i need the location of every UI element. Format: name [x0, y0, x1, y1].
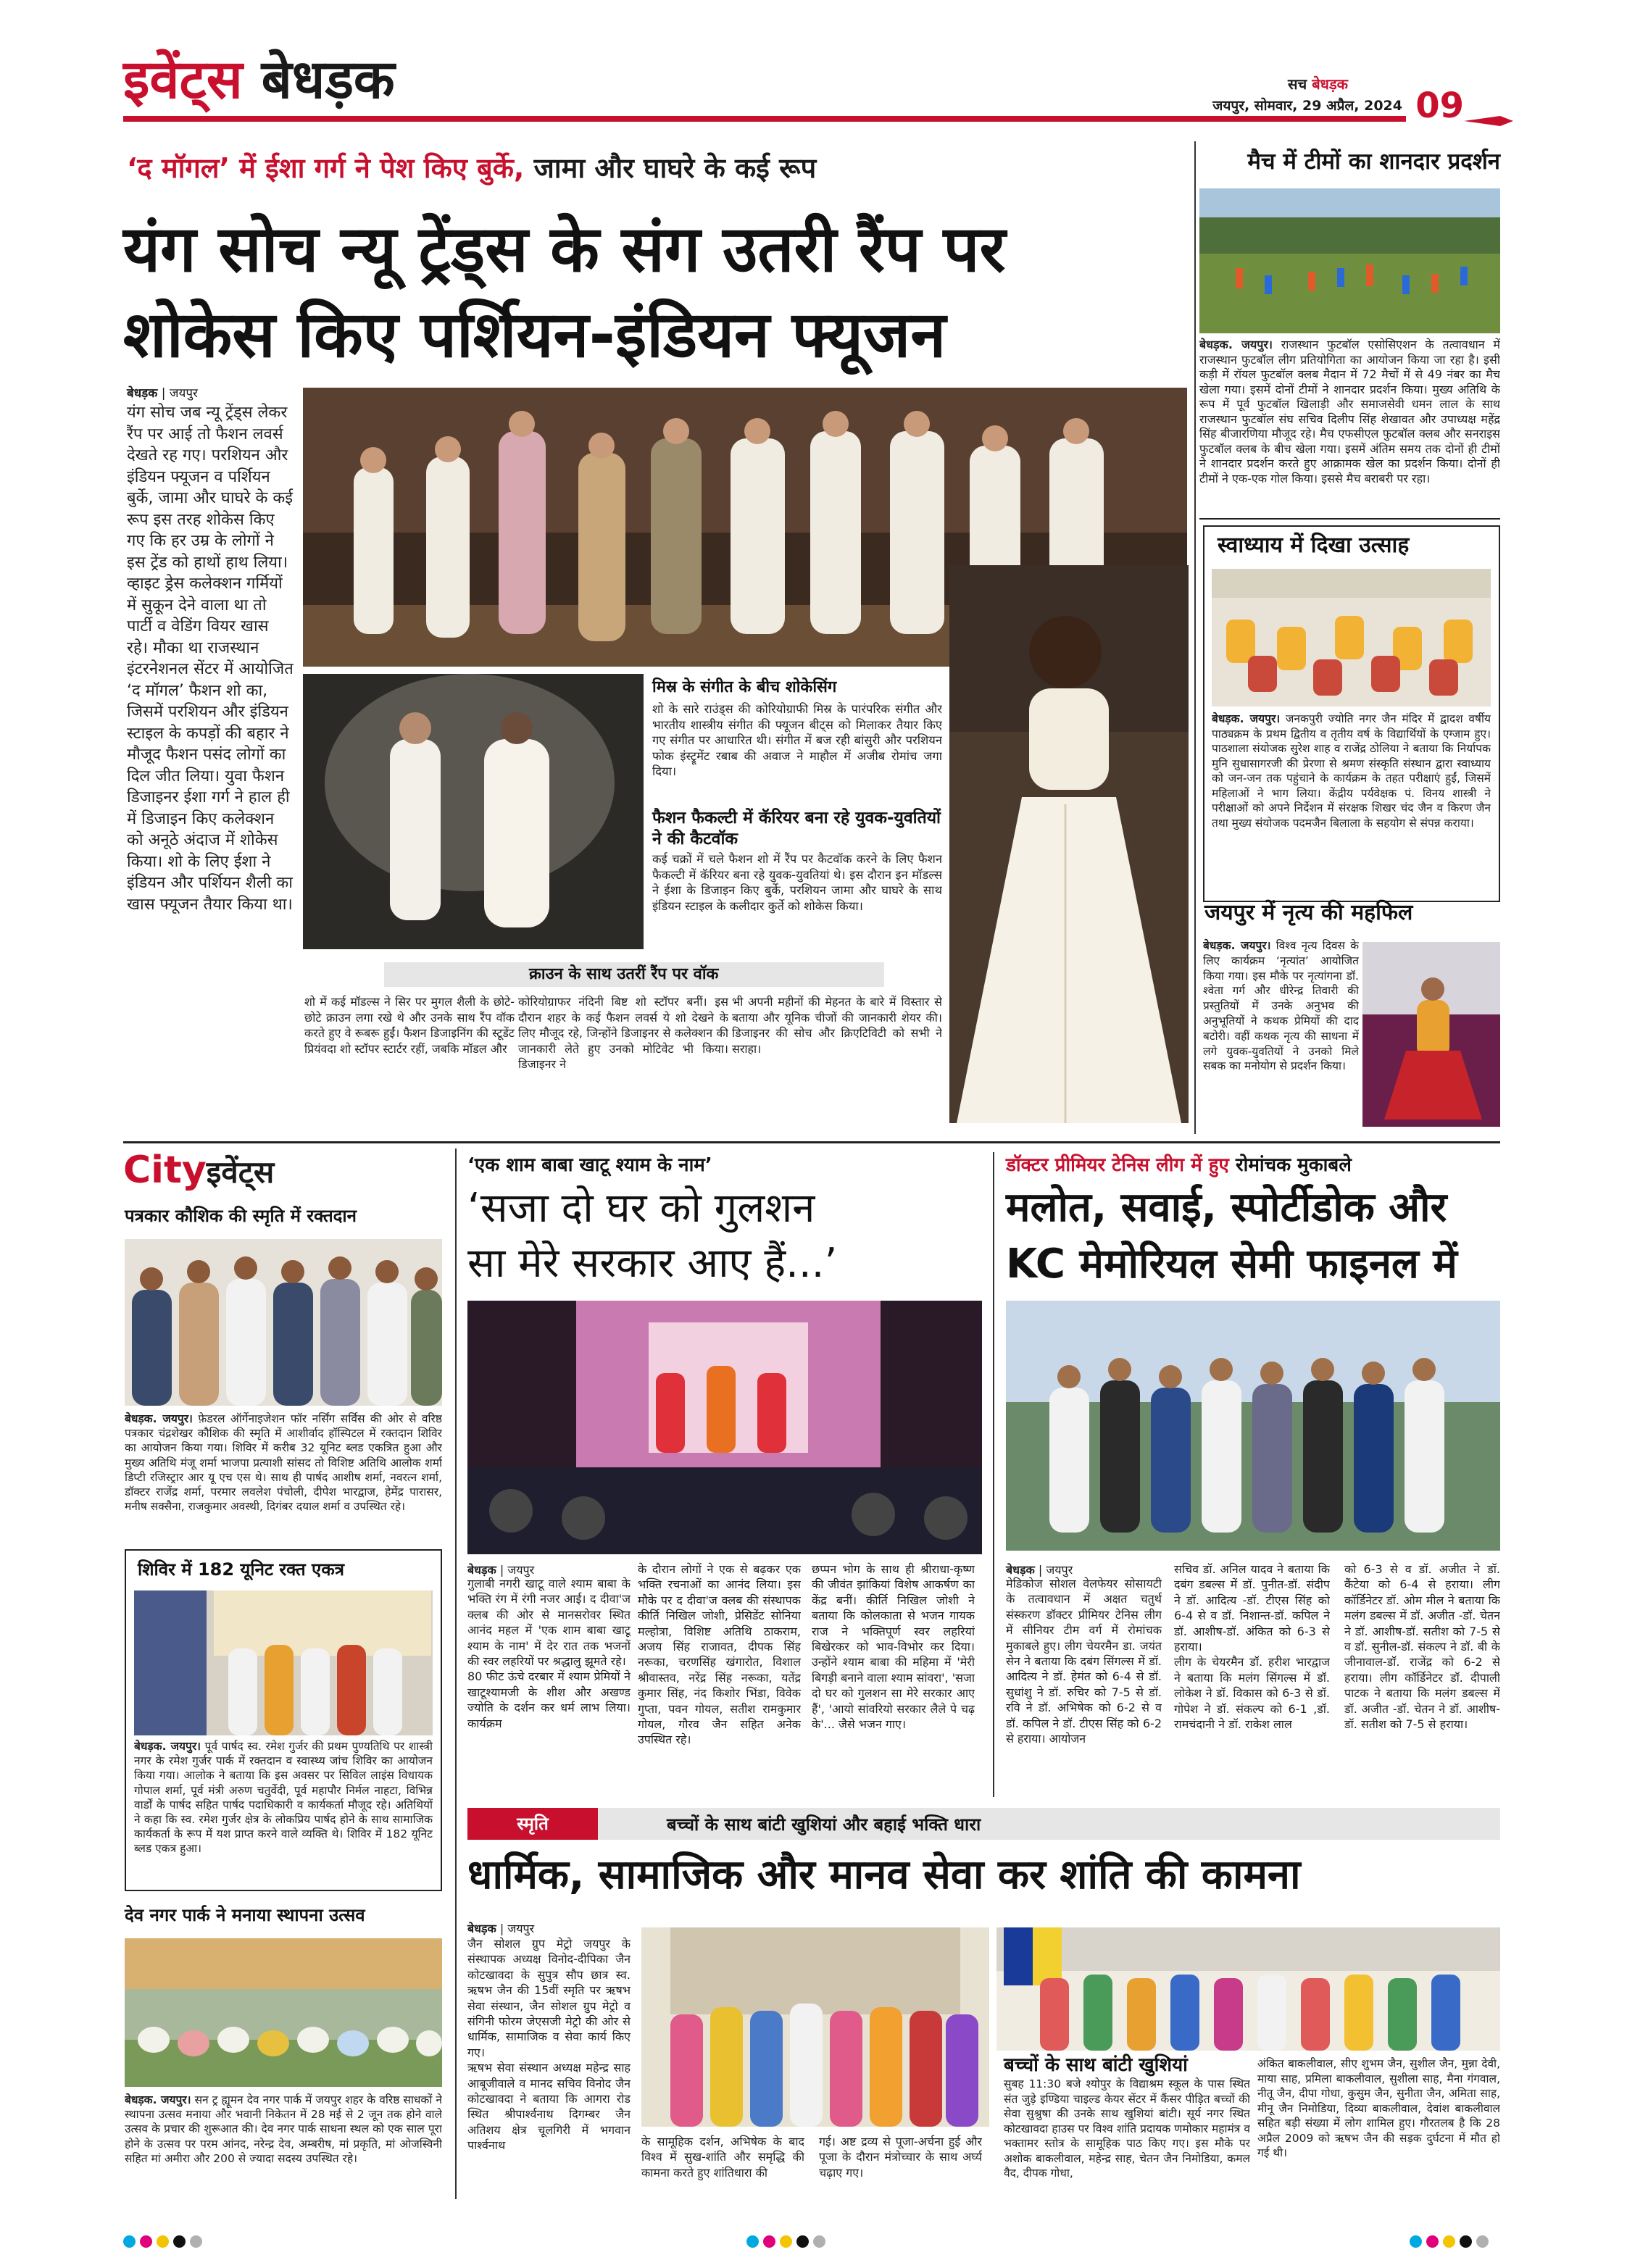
registration-dot: [157, 2235, 169, 2248]
match-body: बेधड़क. जयपुर। राजस्थान फुटबॉल एसोसिएशन के तत्वावधान में राजस्थान फुटबॉल लीग प्रतियोगिता का आयोजन किया जा रहा है। इसी कड़ी में रॉयल फुटबॉल क्लब मैदान में 72 मैचों में से 49 नंबर का मैच खेला गया। इसमें दोनों टीमों ने शानदार प्रदर्शन किया। मुख्य अतिथि के रूप में पूर्व फुटबॉल खिलाड़ी और समाजसेवी धमन लाल के साथ राजस्थान फुटबॉल संघ सचिव दिलीप सिंह शेखावत और उपाध्यक्ष महेंद्र सिंह बीजारणिया मौजूद रहे। मैच एफसीएल फुटबॉल क्लब और सनराइस फुटबॉल क्लब के बीच खेला गया। इसमें अंतिम समय तक दोनों ही टीमों ने शानदार प्रदर्शन करते हुए आक्रामक खेल का प्रदर्शन किया। दोनों ही टीमों ने एक-एक गोल किया। इससे मैच बराबरी पर रहा।: [1199, 338, 1500, 485]
page-number: 09: [1415, 86, 1464, 126]
city-item2-title: शिविर में 182 यूनिट रक्त एकत्र: [138, 1559, 345, 1580]
sub3-col2: कोरियोग्राफर नंदिनी बिष्ट शो स्टॉपर बनीं। इस दौरान शहर के कई फैशन लवर्स ये शो देखने के लिए मौजूद रहे, जिन्होंने डिजाइनर से कलेक्शन की जानकारी लेते हुए उनको मोटिवेट भी किया। डिजाइनर ने: [518, 995, 728, 1071]
color-registration-dots-right: [1410, 2235, 1489, 2248]
smriti-byline: बेधड़क | जयपुर: [467, 1922, 535, 1935]
dance-body: बेधड़क. जयपुर। विश्व नृत्य दिवस के लिए कार्यक्रम ‘नृत्यांत’ आयोजित किया गया। इस मौके पर नृत्यांगना डॉ. श्वेता गर्ग और धीरेन्द्र तिवारी की प्रस्तुतियों में उनके अनुभव की अनुभूतियों ने कथक प्रेमियों की दाद बटोरी। वहीं कथक नृत्य की साधना में लगे युवक-युवतियों ने उनको मिले सबक का मनोयोग से प्रदर्शन किया।: [1203, 939, 1359, 1073]
bhajan-headline: ‘सजा दो घर को गुलशन सा मेरे सरकार आए हैं...’: [467, 1185, 838, 1287]
children-group-photo: [996, 1927, 1500, 2051]
column-divider: [455, 1148, 457, 2199]
registration-dot: [1426, 2235, 1439, 2248]
swadhyay-body: बेधड़क. जयपुर। जनकपुरी ज्योति नगर जैन मंदिर में द्वादश वर्षीय पाठ्यक्रम के प्रथम द्वितीय व तृतीय वर्ष के विद्यार्थियों के एग्जाम हुए। पाठशाला संयोजक सुरेश शाह व राजेंद्र ठोलिया ने बताया कि निर्यापक मुनि सुधासागरजी की प्रेरणा से श्रमण संस्कृति संस्थान द्वारा स्वाध्याय को जन-जन तक पहुंचाने के कार्यक्रम के तहत परीक्षाएं हुईं, जिसमें महिलाओं ने भाग लिया। केंद्रीय पर्यवेक्षक पं. विनय शास्त्री ने परीक्षाओं को अपने निर्देशन में संरक्षक शिखर चंद जैन व किरण जैन तथा मुख्य संयोजक पदमजैन बिलाला के सहयोग से संपन्न कराया।: [1212, 712, 1491, 830]
registration-dot: [1443, 2235, 1455, 2248]
bhajan-col2: के दौरान लोगों ने एक से बढ़कर एक भक्ति रचनाओं का आनंद लिया। इस मौके पर द दीवा'ज क्लब की संस्थापक कीर्ति निखिल जोशी, प्रेसिडेंट सोनिया मल्होत्रा, विशिष्ट अतिथि ठाकराम, अजय सिंह राजावत, दीपक सिंह नरूका, चरणसिंह खंगारोत, विशाल श्रीवास्तव, नरेंद्र सिंह नरूका, यतेंद्र कुमार सिंह, नंद किशोर भिंडा, विवेक गुप्ता, पवन गोयल, सतीश रामकुमार गोयल, गौरव जैन सहित अनेक उपस्थित रहे।: [638, 1562, 801, 1747]
sub1-title: मिस्र के संगीत के बीच शोकेसिंग: [652, 678, 837, 696]
tennis-col3: को 6-3 से व डॉ. अजीत ने डॉ. कैंटेया को 6-4 से हराया। लीग कॉर्डिनेटर डॉ. ओम मील ने बताया कि मलंग डबल्स में डॉ. अजीत -डॉ. चेतन ने डॉ. आशीष-डॉ. सतीश को 7-5 से व डॉ. सुनील-डॉ. संकल्प ने डॉ. बी के जीनावाल-डॉ. राजेंद्र को 6-2 से हराया। लीग कॉर्डिनेटर डॉ. दीपाली पाटक ने बताया कि मलंग डबल्स में डॉ. अजीत -डॉ. चेतन ने डॉ. आशीष-डॉ. सतीश को 7-5 से हराया।: [1344, 1562, 1500, 1732]
blood-camp-photo: [134, 1590, 433, 1735]
bhajan-col1: गुलाबी नगरी खाटू वाले श्याम बाबा के भक्ति रंग में रंगी नजर आई। द दीवा'ज क्लब की ओर से मानसरोवर स्थित आनंद महल में 'एक शाम बाबा खाटू श्याम के नाम' में देर रात तक भजनों की स्वर लहरियों पर श्रद्धालु झूमते रहे। 80 फीट ऊंचे दरबार में श्याम प्रेमियों ने खाटूश्यामजी के शीश और अखण्ड ज्योति के दर्शन कर धर्म लाभ लिया। कार्यक्रम: [467, 1577, 631, 1730]
kids-title: बच्चों के साथ बांटी खुशियां: [1004, 2054, 1188, 2076]
masthead-rule: [123, 116, 1406, 122]
sub3-title: क्राउन के साथ उतरीं रैंप पर वॉक: [529, 965, 719, 983]
registration-dot: [190, 2235, 202, 2248]
model-white-lehenga-photo: [949, 565, 1189, 1123]
smriti-kicker: बच्चों के साथ बांटी खुशियां और बहाई भक्ति धारा: [667, 1814, 981, 1835]
city-item3-title: देव नगर पार्क ने मनाया स्थापना उत्सव: [125, 1905, 365, 1925]
ramp-walk-photo: [303, 674, 644, 949]
divider: [1199, 518, 1500, 520]
registration-dot: [1460, 2235, 1472, 2248]
tennis-col2: सचिव डॉ. अनिल यादव ने बताया कि दबंग डबल्स में डॉ. पुनीत-डॉ. संदीप ने डॉ. आदित्य -डॉ. टीएस सिंह को 6-4 से व डॉ. निशान्त-डॉ. कपिल ने डॉ. आशीष-डॉ. अंकित को 6-3 से हराया। लीग के चेयरमैन डॉ. हरीश भारद्वाज ने बताया कि मलंग सिंगल्स में डॉ. लोकेश ने डॉ. विकास को 6-3 से डॉ. गोपेश ने डॉ. संकल्प को 6-1 ,डॉ. रामचंदानी ने डॉ. राकेश लाल: [1174, 1562, 1330, 1732]
smriti-label: स्मृति: [467, 1808, 598, 1840]
lead-byline: बेधड़क | जयपुर: [127, 386, 198, 401]
tennis-byline: बेधड़क | जयपुर: [1006, 1563, 1073, 1577]
city-item1-title: पत्रकार कौशिक की स्मृति में रक्तदान: [125, 1206, 357, 1226]
sub3-col3: भी अपनी महीनों की मेहनत के बारे में विस्तार से बताया और यूनिक चीजों की जानकारी शेयर की। डिजाइनर की सोच और क्रिएटिविटी को सभी ने सराहा।: [732, 995, 942, 1056]
smriti-col2: के सामूहिक दर्शन, अभिषेक के बाद विश्व में सुख-शांति और समृद्धि की कामना करते हुए शांतिधारा की: [641, 2135, 804, 2180]
registration-dot: [796, 2235, 809, 2248]
section-title: [123, 43, 395, 116]
match-title: मैच में टीमों का शानदार प्रदर्शन: [1247, 149, 1500, 175]
registration-dot: [123, 2235, 136, 2248]
smriti-headline: धार्मिक, सामाजिक और मानव सेवा कर शांति की कामना: [467, 1851, 1301, 1898]
smriti-kicker-bar: [467, 1808, 1500, 1840]
kids-col1: सुबह 11:30 बजे श्योपुर के विद्याश्रम स्कूल के पास स्थित संत जुड़े इण्डिया चाइल्ड केयर सेंटर में कैंसर पीड़ित बच्चों की सेवा सुश्रुषा की उनके साथ खुशियां बांटी। सूर्य नगर स्थित कोटखावदा हाउस पर विश्व शांति प्रदायक णमोकार महामंत्र व भक्तामर स्तोत्र के सामूहिक पाठ किए गए। इस मौके पर अशोक बाकलीवाल, महेन्द्र साह, चेतन जैन निमोडिया, कमल वैद, दीपक गोधा,: [1004, 2077, 1250, 2180]
city-item2-body: बेधड़क. जयपुर। पूर्व पार्षद स्व. रमेश गुर्जर की प्रथम पुण्यतिथि पर शास्त्री नगर के रमेश गुर्जर पार्क में रक्तदान व स्वास्थ्य जांच शिविर का आयोजन किया गया। आलोक ने बताया कि इस अवसर पर सिविल लाइंस विधायक गोपाल शर्मा, पूर्व मंत्री अरुण चतुर्वेदी, पूर्व महापौर निर्मल नाहटा, विभिन्न वार्डों के पार्षद सहित पार्षद पदाधिकारी व कार्यकर्ता मौजूद रहे। अतिथियों ने कहा कि स्व. रमेश गुर्जर क्षेत्र के लोकप्रिय पार्षद होने के साथ सामाजिक कार्यकर्ता के रूप में यश प्राप्त करने वाले व्यक्ति थे। शिविर में 182 यूनिट ब्लड एकत्र हुआ।: [134, 1740, 433, 1856]
dev-nagar-park-photo: [125, 1938, 442, 2087]
tennis-players-photo: [1006, 1301, 1500, 1551]
dance-title: जयपुर में नृत्य की महफिल: [1204, 900, 1413, 925]
section-separator: [123, 1141, 1500, 1143]
sub1-body: शो के सारे राउंड्स की कोरियोग्राफी मिस्र के पारंपरिक संगीत और भारतीय शास्त्रीय संगीत की फ्यूजन बीट्स को मिलाकर तैयार किए गए संगीत पर आधारित थी। संगीत में बज रही बांसुरी और परशियन फोक इंस्ट्रूमेंट रबाब की अवाज ने माहौल में अजीब रोमांच जगा दिया।: [652, 702, 942, 778]
bhajan-byline: बेधड़क | जयपुर: [467, 1563, 535, 1577]
dateline: जयपुर, सोमवार, 29 अप्रैल, 2024: [1212, 98, 1402, 114]
nib-icon: [1464, 110, 1515, 132]
bhajan-kicker: ‘एक शाम बाबा खाटू श्याम के नाम’: [467, 1154, 712, 1176]
blood-donation-group-photo: [125, 1239, 442, 1406]
khatu-shyam-stage-photo: [467, 1301, 982, 1554]
smriti-col3: गई। अष्ट द्रव्य से पूजा-अर्चना हुई और पूजा के दौरान मंत्रोच्चार के साथ अर्घ्य चढ़ाए गए।: [819, 2135, 982, 2180]
section-title-red: इवेंट्स: [123, 49, 243, 111]
registration-dot: [746, 2235, 759, 2248]
bhajan-col3: छप्पन भोग के साथ ही श्रीराधा-कृष्ण की जीवंत झांकियां विशेष आकर्षण का केंद्र बनीं। कीर्ति निखिल जोशी ने बताया कि कोलकाता से भजन गायक राज ने भक्तिपूर्ण स्वर लहरियां बिखेरकर को भाव-विभोर कर दिया। उन्होंने श्याम बाबा की महिमा में 'मेरी बिगड़ी बनाने वाला श्याम सांवरा', 'सजा दो घर को गुलशन सा मेरे सरकार आए हैं', 'आयो सांवरियो सरकार लैले पे चढ़ के'... जैसे भजन गाए।: [812, 1562, 975, 1732]
sub2-body: कई चक्रों में चले फैशन शो में रैंप पर कैटवॉक करने के लिए फैशन फैकल्टी में कॅरियर बना रहे युवक-युवतियां थे। इस दौरान इन मॉडल्स ने ईशा के डिजाइन किए बुर्के, परशियन जामा और घाघरे के साथ इंडियन स्टाइल के कलीदार कुर्ते को शोकेस किया।: [652, 852, 942, 913]
lead-headline: यंग सोच न्यू ट्रेंड्स के संग उतरी रैंप पर शोकेस किए पर्शियन-इंडियन फ्यूजन: [123, 212, 1006, 372]
registration-dot: [140, 2235, 152, 2248]
color-registration-dots-center: [746, 2235, 825, 2248]
sub2-title: फैशन फैकल्टी में कॅरियर बना रहे युवक-युवतियों ने की कैटवॉक: [652, 809, 941, 849]
city-item3-body: बेधड़क. जयपुर। सन ट्र ह्यूमन देव नगर पार्क में जयपुर शहर के वरिष्ठ साधकों ने स्थापना उत्सव मनाया और भवानी निकेतन में 28 मई से 2 जून तक होने वाले उत्सव के प्रचार की शुरूआत की। देव नगर पार्क साधना स्थल को एक साल पूरा होने के उत्सव पर परम आंनद, नरेन्द्र देव, अम्बरीष, मां प्रकृति, मां ओजस्विनी सहित मां अमीरा और 200 से ज्यादा सदस्य उपस्थित रहे।: [125, 2093, 442, 2165]
swadhyay-title: स्वाध्याय में दिखा उत्साह: [1218, 533, 1410, 558]
lead-kicker: ‘द मॉगल’ में ईशा गर्ग ने पेश किए बुर्के, जामा और घाघरे के कई रूप: [127, 152, 817, 184]
registration-dot: [780, 2235, 792, 2248]
tennis-kicker: डॉक्टर प्रीमियर टेनिस लीग में हुए रोमांचक मुकाबले: [1006, 1154, 1352, 1176]
temple-group-photo: [641, 1927, 989, 2127]
registration-dot: [813, 2235, 825, 2248]
paper-brand: सच बेधड़क: [1288, 75, 1348, 93]
section-title-black: बेधड़क: [261, 49, 395, 111]
football-match-photo: [1199, 188, 1500, 333]
lead-body: यंग सोच जब न्यू ट्रेंड्स लेकर रैंप पर आई तो फैशन लवर्स देखते रह गए। परशियन और इंडियन फ्यूजन व पर्शियन बुर्के, जामा और घाघरे के कई रूप इस तरह शोकेस किए गए कि हर उम्र के लोगों ने इस ट्रेंड को हाथों हाथ लिया। व्हाइट ड्रेस कलेक्शन गर्मियों में सुकून देने वाला था तो पार्टी व वेडिंग वियर खास रहे। मौका था राजस्थान इंटरनेशनल सेंटर में आयोजित ‘द मॉगल’ फैशन शो का, जिसमें परशियन और इंडियन स्टाइल के कपड़ों की बहार ने मौजूद फैशन पसंद लोगों का दिल जीत लिया। युवा फैशन डिजाइनर ईशा गर्ग ने हाल ही में डिजाइन किए कलेक्शन को अनूठे अंदाज में शोकेस किया। शो के लिए ईशा ने इंडियन और पर्शियन शैली का खास फ्यूजन तैयार किया था।: [127, 404, 294, 914]
students-exam-photo: [1212, 569, 1491, 706]
tennis-headline: मलोत, सवाई, स्पोर्टीडोक और KC मेमोरियल सेमी फाइनल में: [1006, 1184, 1457, 1288]
sub3-col1: शो में कई मॉडल्स ने सिर पर मुगल शैली के छोटे-छोटे क्राउन लगा रखे थे और उनके साथ रैंप वॉक करते हुए वे रूबरू हुईं। फैशन डिजाइनिंग की स्टूडेंट प्रियंवदा शो स्टॉपर स्टार्टर रहीं, जबकि मॉडल और: [304, 995, 515, 1056]
registration-dot: [1410, 2235, 1422, 2248]
kathak-dancer-photo: [1362, 942, 1500, 1127]
smriti-col1: जैन सोशल ग्रुप मेट्रो जयपुर के संस्थापक अध्यक्ष विनोद-दीपिका जैन कोटखावदा के सुपुत्र सौप छात्र स्व. ऋषभ जैन की 15वीं स्मृति पर ऋषभ सेवा संस्थान, जैन सोशल ग्रुप मेट्रो व संगिनी फोरम जेएसजी मेट्रो की ओर से धार्मिक, सामाजिक व सेवा कार्य किए गए। ऋषभ सेवा संस्थान अध्यक्ष महेन्द्र साह आबूजीवाले व मानद सचिव विनोद जैन कोटखावदा ने बताया कि आगरा रोड स्थित श्रीपार्श्वनाथ दिगम्बर जैन अतिशय क्षेत्र चूलगिरी में भगवान पार्श्वनाथ: [467, 1937, 631, 2153]
city-item1-body: बेधड़क. जयपुर। फ़ेडरल ऑर्गेनाइजेशन फॉर नर्सिंग सर्विस की ओर से वरिष्ठ पत्रकार चंद्रशेखर कौशिक की स्मृति में आशीर्वाद हॉस्पिटल में रक्तदान शिविर का आयोजन किया गया। शिविर में करीब 32 यूनिट ब्लड एकत्रित हुआ और मुख्य अतिथि मंजू शर्मा भाजपा प्रत्याशी सांसद तो विशिष्ट अतिथि आलोक शर्मा डिप्टी रजिस्ट्रार आर यू एच एस थे। साथ ही पार्षद आशीष शर्मा, नवरत्न शर्मा, डॉक्टर राजेंद्र शर्मा, परमार लवलेश पंचोली, दीपेश भारद्वाज, हेमेंद्र पारासर, मनीष सक्सैना, राजकुमार अवस्थी, दिगंबर दयाल शर्मा व उपस्थित रहे।: [125, 1412, 442, 1514]
registration-dot: [1476, 2235, 1489, 2248]
tennis-col1: मेडिकोज सोशल वेलफेयर सोसायटी के तत्वावधान में अक्षत चतुर्थ संस्करण डॉक्टर प्रीमियर टेनिस लीग में सीनियर टीम वर्ग में रोमांचक मुकाबले हुए। लीग चेयरमैन डा. जयंत सेन ने बताया कि दबंग सिंगल्स में डॉ. आदित्य ने डॉ. हेमंत को 6-4 से डॉ. सुधांशु ने डॉ. रुचिर को 7-5 से डॉ. रवि ने डॉ. अभिषेक को 6-2 से व डॉ. कपिल ने डॉ. टीएस सिंह को 6-2 से हराया। आयोजन: [1006, 1577, 1162, 1746]
column-divider: [1194, 141, 1196, 1134]
registration-dot: [173, 2235, 186, 2248]
color-registration-dots-left: [123, 2235, 202, 2248]
city-logo: Cityइवेंट्स: [123, 1148, 275, 1192]
registration-dot: [763, 2235, 775, 2248]
kids-col2: अंकित बाकलीवाल, सीए शुभम जैन, सुशील जैन, मुन्ना देवी, माया साह, प्रमिला बाकलीवाल, सुशीला साह, मैना गंगवाल, नीतू जैन, दीपा गोधा, कुसुम जैन, सुनीता जैन, अमिता साह, मीनू जैन निमोडिया, दिव्या बाकलीवाल, देवांश बाकलीवाल सहित बड़ी संख्या में लोग शामिल हुए। गौरतलब है कि 28 अप्रैल 2009 को ऋषभ जैन की सड़क दुर्घटना में मौत हो गई थी।: [1257, 2057, 1500, 2159]
column-divider: [993, 1152, 994, 1797]
